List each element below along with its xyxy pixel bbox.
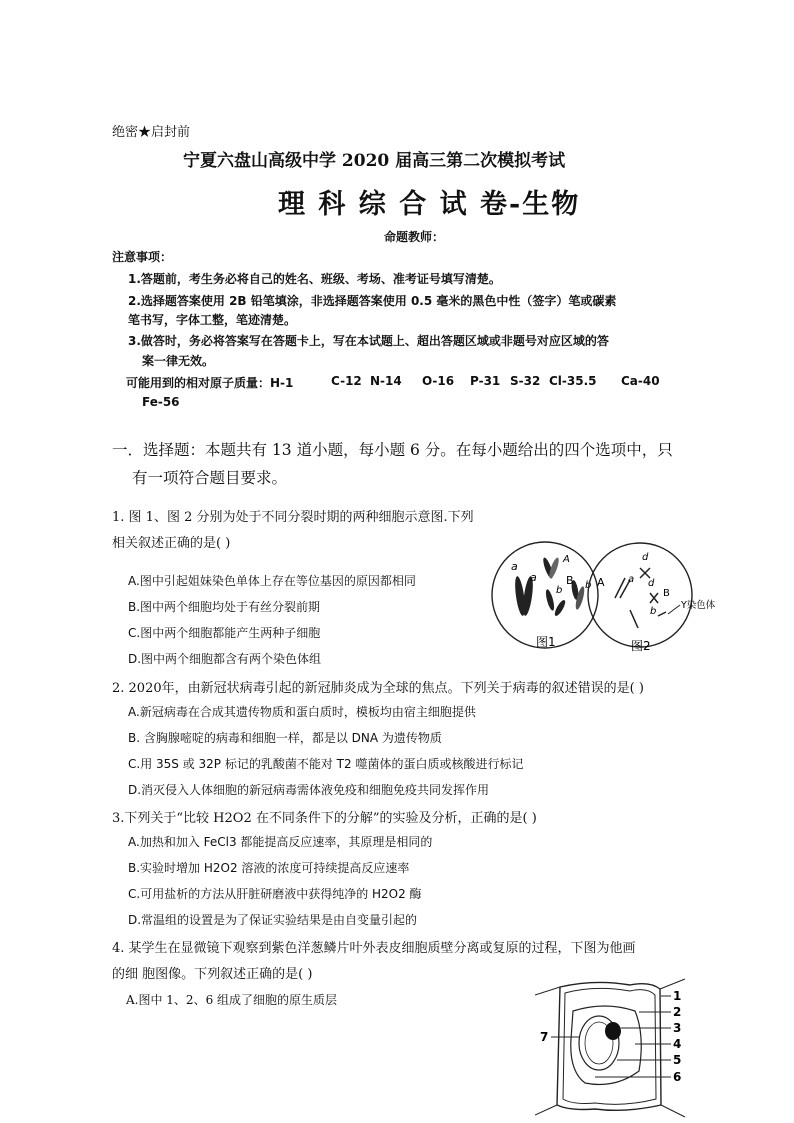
q1-stem: 1. 图 1、图 2 分别为处于不同分裂时期的两种细胞示意图.下列	[112, 510, 474, 525]
fig2-letter: A	[597, 576, 605, 589]
atomic-mass-c: C-12	[331, 374, 362, 388]
fig1-letter: b	[556, 585, 563, 596]
q3-option-a: A.加热和加入 FeCl3 都能提高反应速率，其原理是相同的	[128, 835, 433, 849]
label-7: 7	[540, 1030, 549, 1044]
label-2: 2	[673, 1005, 682, 1019]
q4-option-a: A.图中 1、2、6 组成了细胞的原生质层	[126, 993, 338, 1007]
fig1-letter: B	[566, 574, 574, 587]
q3-option-c: C.可用盐析的方法从肝脏研磨液中获得纯净的 H2O2 酶	[128, 887, 422, 901]
q1-option-c: C.图中两个细胞都能产生两种子细胞	[128, 626, 321, 640]
atomic-mass-s: S-32	[510, 374, 541, 388]
cell-2-outline	[588, 543, 692, 647]
y-chromosome-label: Y染色体	[681, 600, 716, 611]
exam-title: 宁夏六盘山高级中学 2020 届高三第二次模拟考试	[183, 151, 566, 171]
cell-2-chromosomes	[615, 568, 666, 628]
label-6: 6	[673, 1070, 682, 1084]
atomic-mass-n: N-14	[370, 374, 402, 388]
notice-item-2-cont: 笔书写，字体工整，笔迹清楚。	[128, 313, 297, 327]
atomic-mass-ca: Ca-40	[621, 374, 660, 388]
notice-item-3: 3.做答时，务必将答案写在答题卡上，写在本试题上、超出答题区域或非题号对应区域的答	[128, 334, 609, 348]
fig2-letter: a	[628, 574, 635, 585]
notice-item-1: 1.答题前，考生务必将自己的姓名、班级、考场、准考证号填写清楚。	[128, 272, 501, 286]
fig2-letter: b	[650, 606, 657, 617]
label-3: 3	[673, 1021, 682, 1035]
exam-subtitle: 理 科 综 合 试 卷-生物	[278, 189, 581, 220]
q2-option-a: A.新冠病毒在合成其遗传物质和蛋白质时，模板均由宿主细胞提供	[128, 705, 476, 719]
section-heading-cont: 有一项符合题目要求。	[132, 469, 288, 487]
fig2-letter: d	[648, 578, 655, 589]
q3-stem: 3.下列关于“比较 H2O2 在不同条件下的分解”的实验及分析，正确的是( )	[112, 811, 537, 826]
label-4: 4	[673, 1037, 682, 1051]
notice-item-3-cont: 案一律无效。	[142, 354, 215, 368]
section-heading: 一．选择题：本题共有 13 道小题，每小题 6 分。在每小题给出的四个选项中，只	[112, 441, 673, 459]
fig1-letter: A	[563, 554, 570, 565]
atomic-mass-fe: Fe-56	[142, 395, 180, 409]
q3-option-b: B.实验时增加 H2O2 溶液的浓度可持续提高反应速率	[128, 861, 410, 875]
q1-option-a: A.图中引起姐妹染色单体上存在等位基因的原因都相同	[128, 574, 416, 588]
fig2-letter: B	[663, 588, 670, 599]
secret-mark: 绝密★启封前	[112, 125, 191, 140]
fig2-letter: d	[642, 552, 649, 563]
label-5: 5	[673, 1053, 682, 1067]
fig1-letter: b	[585, 580, 592, 591]
atomic-mass-o: O-16	[422, 374, 455, 388]
cell-1-chromosomes	[513, 557, 586, 618]
teacher-label: 命题教师：	[384, 230, 445, 244]
atomic-mass-cl: Cl-35.5	[549, 374, 597, 388]
fig1-caption: 图1	[536, 635, 556, 649]
notice-heading: 注意事项：	[112, 250, 173, 264]
q3-option-d: D.常温组的设置是为了保证实验结果是由自变量引起的	[128, 913, 418, 927]
notice-item-2: 2.选择题答案使用 2B 铅笔填涂，非选择题答案使用 0.5 毫米的黑色中性（签字）笔或碳素	[128, 294, 617, 308]
nucleus	[605, 1022, 621, 1040]
y-chromosome-pointer	[668, 605, 680, 614]
q2-stem: 2. 2020年，由新冠状病毒引起的新冠肺炎成为全球的焦点。下列关于病毒的叙述错误的是( )	[112, 681, 644, 696]
q1-option-d: D.图中两个细胞都含有两个染色体组	[128, 652, 322, 666]
fig1-letter: a	[530, 571, 537, 584]
q4-plant-cell-figure	[535, 975, 695, 1120]
fig1-letter: a	[511, 560, 518, 573]
q2-option-d: D.消灭侵入人体细胞的新冠病毒需体液免疫和细胞免疫共同发挥作用	[128, 783, 490, 797]
atomic-mass-p: P-31	[470, 374, 501, 388]
q4-stem-cont: 的细 胞图像。下列叙述正确的是( )	[112, 967, 313, 982]
q1-stem-cont: 相关叙述正确的是( )	[112, 536, 231, 551]
q2-option-b: B. 含胸腺嘧啶的病毒和细胞一样，都是以 DNA 为遗传物质	[128, 731, 442, 745]
q2-option-c: C.用 35S 或 32P 标记的乳酸菌不能对 T2 噬菌体的蛋白质或核酸进行标记	[128, 757, 524, 771]
label-1: 1	[673, 989, 682, 1003]
q4-stem: 4. 某学生在显微镜下观察到紫色洋葱鳞片叶外表皮细胞质壁分离或复原的过程，下图为他画	[112, 941, 636, 956]
cell-wall	[557, 982, 661, 1110]
q1-figure	[490, 538, 740, 656]
q1-option-b: B.图中两个细胞均处于有丝分裂前期	[128, 600, 321, 614]
fig2-caption: 图2	[631, 639, 651, 653]
atomic-mass-label: 可能用到的相对原子质量：H-1	[126, 376, 294, 390]
